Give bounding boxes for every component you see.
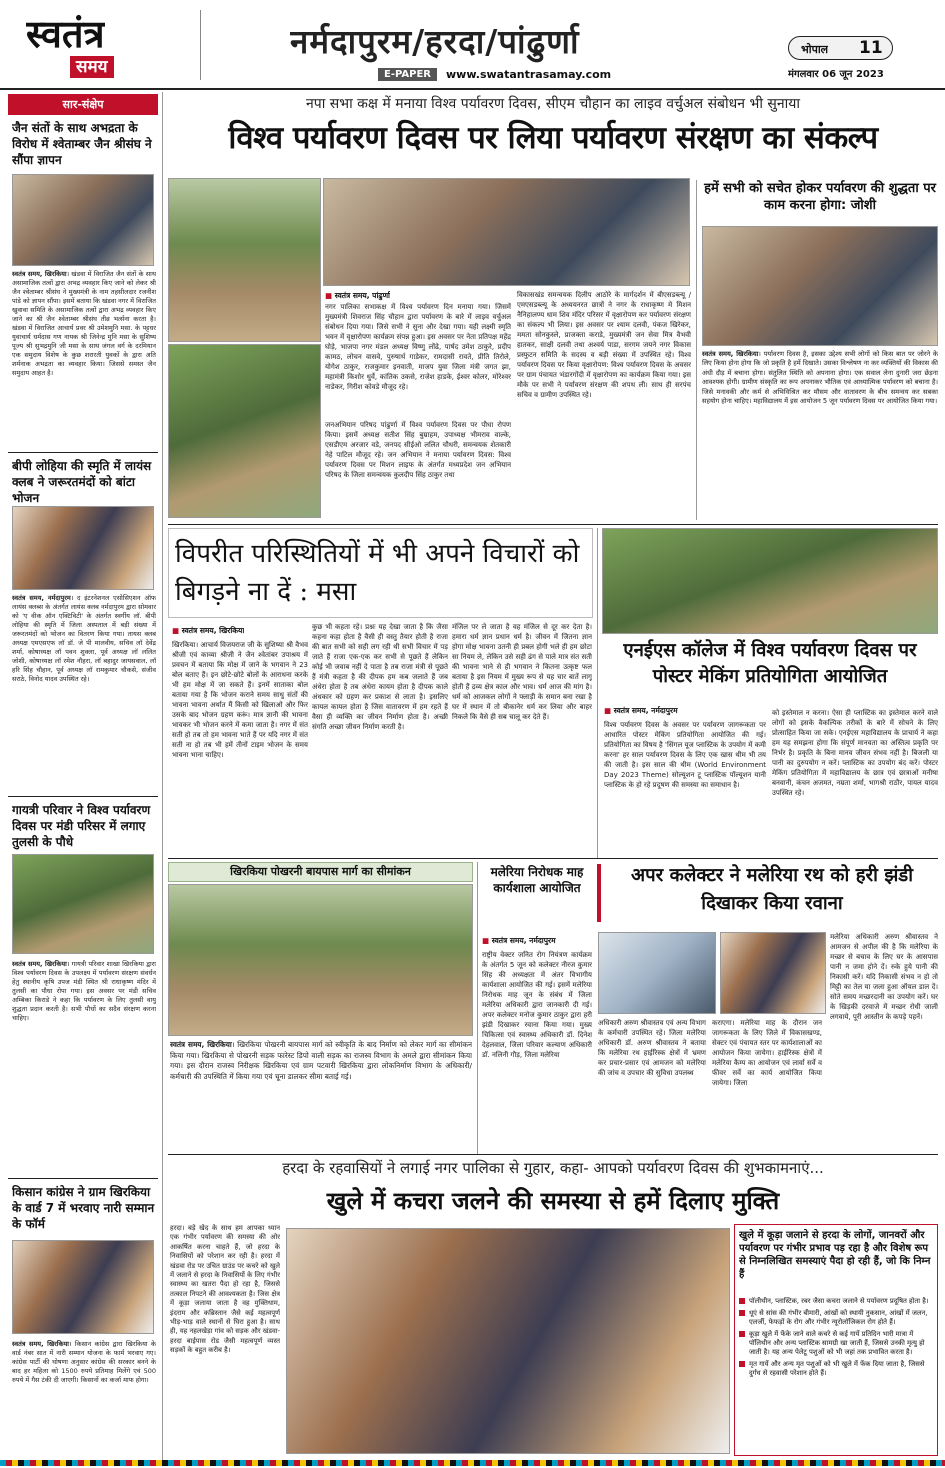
sidebar-photo [12,854,154,954]
nss-col2: को इस्तेमाल न करना। ऐसा ही प्लास्टिक का इस्तेमाल करने वाले लोगों को इसके वैकल्पिक तरीकों के बारे में सोचने के लिए प्रोत्साहित किया जा सके। एनईएस महाविद्यालय के प्राचार्य ने कहा हम यह समझना होगा कि संपूर्ण मानवता का अस्तित्व प्रकृति पर निर्भर है। प्रकृति के बिना मानव जीवन संभव नहीं है। बिजली या पानी का दुरुपयोग न करें। प्लास्टिक का उपयोग बंद करें। पोस्टर मेकिंग प्रतियोगिता में महाविद्यालय के छात्र एवं छात्राओं मनीषा बनवानी, कंचन अजमत, नम्रता शर्मा, भागश्री राठौर, पायल यादव उपस्थित रहे। [772,709,938,797]
top-story-photo [168,344,321,518]
top-story-photo [168,178,321,342]
road-banner: खिरकिया पोखरनी बायपास मार्ग का सीमांकन [168,862,473,882]
section-divider [168,1154,938,1155]
bullet-icon [739,1310,745,1316]
malaria-small-headline: मलेरिया निरोधक माह कार्यशाला आयोजित [490,865,584,895]
sidebar-photo [12,506,154,590]
logo-line2: समय [70,56,114,78]
joshi-story-text: स्वतंत्र समय, खिरकिया। पर्यावरण दिवस है, इसका उद्देश्य सभी लोगों को किस बात पर जोरने के लिए किया होना होगा कि जो प्रकृति है हमें दिखाते। उसका विश्लेषण ना कर व्यक्तियों की विकास की अंधी दौड़ में बचाना होगा। संतुलित स्थिति को अपनाना होगा। एक सवाल लेना दुनारी जरा छेड़ना आवश्यक होगी। ग्रामीण संस्कृति का रूप अपनाकर भौतिक एवं आध्यात्मिक पर्यावरण को बचाना है। जिसे मनावकी और कर्म से अभिविश्रित कर मौसम और वातावरण के बीच समन्वय कर सबका सहयोग होना चाहिए। महाविद्यालय में इस आयोजन 5 जून पर्यावरण दिवस पर आयोजित किया गया। [702,350,938,406]
bullet-icon [739,1361,745,1367]
top-story-col1: नगर पालिका सभाकक्ष में विश्व पर्यावरण दिन मनाया गया। जिसमें मुख्यमंत्री शिवराज सिंह चौहान द्वारा पर्यावरण के बारे में लाइव वर्चुअल संबोधन दिया गया। जिसे सभी ने सुना और देखा गया। यही लक्ष्मी स्मृति भवन में वृक्षारोपण कार्यक्रम संपन्न हुआ। इस अवसर पर नेता प्रतिपक्ष महेंद्र घोड़े, भाजपा नगर मंडल अध्यक्ष विष्णु लोंढे, पार्षद उमेश ठाकुरे, प्रदीप कामठ, लोचन वासवे, पुरुषार्थ गाडेकर, रामदासी रावते, प्रीति तिरोले, योगेश ठाकुर, राजकुमार इनवाती, माजप युवा जिला मंत्री जगत झा, महामंत्री किशोर धुर्वे, कांतिक उकसे, राजेश हाडके, ईश्वर कोलर, मोरेश्वर नाडेकर, गिरीश कोवडे मौजूद रहे। [325,303,511,391]
section-divider [168,524,938,525]
registration-strip [0,1460,945,1466]
sidebar-headline: गायत्री परिवार ने विश्व पर्यावरण दिवस पर मंडी परिसर में लगाए तुलसी के पौधे [12,803,151,849]
page-badge [788,36,893,60]
sidebar-story-text: स्वतंत्र समय, खिरकिया। किसान कांग्रेस द्वारा खिरकिया के वार्ड नंबर सात में नारी सम्मान योजना के फार्म भरवाए गए। कांग्रेस पार्टी की घोषणा अनुसार कांग्रेस की सरकार बनने के बाद हर महिला को 1500 रुपये प्रतिमाह मिलेंगे एवं 500 रुपये में गैस टंकी दी जाएगी। किसानों का कर्जा माफ होगा। [12,1340,156,1384]
top-story-col2: जनअभियान परिषद पांढुर्णा में विश्व पर्यावरण दिवस पर पौधा रोपण किया। इसमें अध्यक्ष सतीश सिंह बुम्राहम, उपाध्यक्ष भीमराव वाल्के, एसडीएम अरजार वडे, जनपद सीईओ ललित चौधरी, समन्वयक शेतकारी नेहे पाटिल मौजूद रहे। जन अभियान ने मनाया पर्यावरण दिवस: विश्व पर्यावरण दिवस पर मिशन लाइफ के अंतर्गत मध्यप्रदेश जन अभियान परिषद के जिला समन्वयक कुलदीप सिंह ठाकुर तथा [325,420,511,518]
sidebar-headline: किसान कांग्रेस ने ग्राम खिरकिया के वार्ड 7 में भरवाए नारी सम्मान के फॉर्म [12,1185,155,1231]
list-item: मृत गायें और अन्य मृत पशुओं को भी खुले में फेंक दिया जाता है, जिससे दुर्गंध से रहवासी परेशान होते हैं। [739,1360,935,1378]
page-number: 11 [859,38,883,58]
harda-lead: हरदा। बड़े खेद के साथ हम आपका ध्यान एक गंभीर पर्यावरण की समस्या की ओर आकर्षित करना चाहते हैं, जो हरदा के निवासियों को परेशान कर रही है। हरदा में खंडवा रोड पर उचित ग्राउंड पर कचरे को खुले में जलाने से हरदा के निवासियों के लिए गंभीर स्वास्थ्य का खतरा पैदा हो रहा है, जिससे तत्काल निपटने की आवश्यकता है। जिस क्षेत्र में कूड़ा जलाया जाता है वह मुक्तिधाम, इंदराम और कब्रिस्तान जैसे कई महत्वपूर्ण भीड़-भाड़ वाले स्थानों से घिरा हुआ है। साथ ही, यह नहलखेड़ा गांव को सड़क और खंडवा-हरदा बाईपास रोड जैसी महत्वपूर्ण व्यस्त सड़कों के बहुत करीब है। [170,1224,280,1355]
list-item: पॉलीथीन, प्लास्टिक, रबर जैसा कचरा जलाने से पर्यावरण प्रदूषित होता है। [739,1297,935,1306]
list-item: कूड़ा खुले में फेंके जाने वाले कचरे से कई गायें प्रतिदिन भारी मात्रा में पॉलिथीन और अन्य प्लास्टिक सामग्री खा जाती हैं, जिससे उनकी मृत्यु हो जाती है। यह अन्य पेलेटू पशुओं को भी जहां तक प्रभावित करता है। [739,1330,935,1357]
bullet-icon [739,1298,745,1304]
epaper-label: E-PAPER [378,68,437,81]
masthead [0,0,945,90]
harda-kicker: हरदा के रहवासियों ने लगाई नगर पालिका से गुहार, कहा- आपको पर्यावरण दिवस की शुभकामनाएं... [282,1159,824,1177]
section-divider [168,858,938,859]
bullet-icon [739,1331,745,1337]
top-story-headline: विश्व पर्यावरण दिवस पर लिया पर्यावरण संरक्षण का संकल्प [228,120,878,156]
masa-byline: ■ स्वतंत्र समय, खिरकिया [172,626,244,636]
malaria-col1: अधिकारी अरुण श्रीवास्तव एवं अन्य विभाग के कर्मचारी उपस्थित रहे। जिला मलेरिया अधिकारी डॉ. अरुण श्रीवास्तव ने बताया कि मलेरिया रथ हाईरिस्क क्षेत्रों में भ्रमण कर प्रचार-प्रसार एवं आमजन को मलेरिया की जांच व उपचार की सुविधा उपलब्ध [598,1019,706,1077]
masthead-divider [200,10,201,80]
joshi-headline: हमें सभी को सचेत होकर पर्यावरण की शुद्धता पर काम करना होगा: जोशी [704,181,936,213]
sidebar-photo [12,174,154,266]
masa-col1: खिरकिया। आचार्य विजयराज जी के सुशिष्या श्री वैभव श्रीजी एवं काव्या श्रीजी ने जैन श्वेतांबर उपाश्रय में प्रवचन में बताया कि मोक्ष में जाने के भगवान ने 23 बोल बताए हैं। इन छोटे-छोटे बोलों के आराधना करके भी हम मोक्ष में जा सकते हैं। इनमें साताका बोल बताया गया है कि भोजन कराने समय साधु संतों की भावना भावना अर्थात मैं किसी को खिलाओ और फिर उसके बाद भोजन ग्रहण करूं। मात्र ज्ञानी की भावना भावकर भी भोजन करने में कमा जाता है। नगर में संत सती हो तब तो हम भावना भाते हैं पर यदि नगर में संत सती ना हो तब भी हमें तीनों टाइम भोजन के समय भावना भाना चाहिए। [172,641,308,759]
harda-box-title: खुले में कूड़ा जलाने से हरदा के लोगों, जानवरों और पर्यावरण पर गंभीर प्रभाव पड़ रहा है और विशेष रूप से निम्नलिखित समस्याएं पैदा हो रही हैं, जो कि निम्न हैं [739,1230,931,1280]
top-story-kicker: नपा सभा कक्ष में मनाया विश्व पर्यावरण दिवस, सीएम चौहान का लाइव वर्चुअल संबोधन भी सुनाया [305,96,801,112]
city-label: भोपाल [801,43,829,56]
malaria-col2: कराएगा। मलेरिया माह के दौरान जन जागरूकता के लिए जिले में विकासखण्ड, सेक्टर एवं पंचायत स्तर पर कार्यशालाओं का आयोजन किया जायेगा। हाईरिस्क क्षेत्रों में मलेरिया कैम्प का आयोजन एवं लार्वा सर्वे व फीवर सर्वे का कार्य आयोजित किया जायेगा। जिला [712,1019,822,1087]
nss-byline: ■ स्वतंत्र समय, नर्मदापुरम [604,706,678,716]
road-photo [168,884,473,1036]
sidebar-story-text: स्वतंत्र समय, खिरकिया। खंडवा में विराजित जैन संतों के साथ असामाजिक तत्वों द्वारा अभद्र व्यवहार किए जाने को लेकर श्री जैन श्वेताम्बर श्रीसंघ ने मुख्यमंत्री के नाम तहसीलदार रजनीश पांडे को ज्ञापन सौंपा। इसमें बताया कि खंडवा नगर में विराजित खुवावा समिति के असामाजिक तत्वों द्वारा अभद्र व्यवहार किए जाने का श्री जैन श्वेताम्बर श्रीसंघ तीव्र भर्त्सना करता है। खंडवा में विराजित आचार्य प्रवर श्री उमेशमुनि मसा. के पट्टधर युवाचार्य धर्मदास गण नायक श्री जिनेन्द्र मुनि मसा के सुशिष्य पूज्य श्री सुभद्रमुनि जी मसा के साथ जंगल वर्ग के दरमियान एक समुदाय विशेष के कुछ शरारती युवकों के द्वारा अति शर्मनाक अभद्रता का व्यवहार किया। जिससे समस्त जैन समुदाय आहत है। [12,270,156,377]
nss-headline: एनईएस कॉलेज में विश्व पर्यावरण दिवस पर पोस्टर मेकिंग प्रतियोगिता आयोजित [623,640,917,687]
sidebar [8,94,158,1456]
sidebar-photo [12,1240,154,1334]
malaria-photo [598,932,716,1014]
logo-line1: स्वतंत्र [26,14,105,54]
harda-photo [286,1228,730,1454]
masa-col2: कुछ भी कहता रहे। प्रश्नः यह देखा जाता है कि जैसा कहना कहा होता है वैसी ही वस्तु तैयार होती है राजा की बात सभी को सही लग रही थी सभी विचार में पड़ जाते हैं राजा एक-एक कर सभी से पूछते हैं लेकिन कोई भी जवाब नहीं दे पाता है तब राजा मंत्री से पूछते हैं मंत्री कहता है की दीपक हम कब जलाते हैं जब अंधेरा होता है तब अंधेरा कायम होता है दीपक काले अंधकार को ग्रहण कर प्रकाश से लाता है। इसलिए कायल कायल होता है जिस वातावरण में हम रहते हैं वैसा ही व्यक्ति का जीवन निर्माण होता है। अच्छी संगति अच्छा जीवन निर्माण करती है। [312,623,448,731]
malaria-photo [720,932,826,1014]
sidebar-divider [8,796,158,797]
accent-bar [597,864,601,922]
sidebar-story-text: स्वतंत्र समय, खिरकिया। गायत्री परिवार शाखा खिरकिया द्वारा विश्व पर्यावरण दिवस के उपलक्ष्य में पर्यावरण संरक्षण संवर्धन हेतु स्थानीय कृषि उपज मंडी स्थित श्री राधाकृष्ण मंदिर में तुलसी का पौधा रोपा गया। इस अवसर पर मंडी सचिव अम्बिका किराडे ने कहा कि पर्यावरण के लिए तुलसी वायु शुद्धता प्रदान करती है। सभी पौधों का सदैव संरक्षण करना चाहिए। [12,960,156,1022]
malaria-small-text: राष्ट्रीय वेक्टर जनित रोग नियंत्रण कार्यक्रम के अंतर्गत 5 जून को कलेक्टर नीरज कुमार सिंह की अध्यक्षता में अंतर विभागीय कार्यशाला आयोजित की गई। इसमें मलेरिया निरोधक माह जून के संबंध में जिला मलेरिया अधिकारी द्वारा जानकारी दी गई। अपर कलेक्टर मनोज कुमार ठाकुर द्वारा हरी झंडी दिखाकर रवाना किया गया। मुख्य चिकित्सा एवं स्वास्थ्य अधिकारी डॉ. दिनेश देहलवाल, जिला परिवार कल्याण अधिकारी डॉ. नलिनी गौड़, जिला मलेरिया [482,951,592,1059]
nss-photo [602,528,938,634]
top-story-col3: विकासखंड समन्वयक दिलीप आठोरे के मार्गदर्शन में बीएसडब्ल्यू / एमएसडब्ल्यू के अध्ययनरत छात्रों ने नगर के राधाकृष्ण मे मिशन नैनिहालण्य धाम शिव मंदिर परिसर में वृक्षारोपण कर पर्यावरण संरक्षण का संकल्प भी लिया। इस अवसर पर श्याम दलवी, पंकज खिरेकर, ममता सोनकुस्ले, प्राजक्ता कराडे, मुख्यमंत्री जन सेवा मित्र वैभवी हातकर, साक्षी दलवी तथा अश्वर्य पाडा, सरगम जयने नगर विकास प्रस्फुटन समिति के सदस्य व बड़ी संख्या में उपस्थित रहे। विश्व पर्यावरण दिवस पर किया वृक्षारोपण: विश्व पर्यावरण दिवस के अवसर पर ग्राम पंचायत भंडारगोंदी में वृक्षारोपण का कार्यक्रम किया गया। इस मौके पर सभी ने पर्यावरण संरक्षण की शपथ ली। साथ ही सरपंच सचिव व ग्रामीण उपस्थित रहे। [517,291,691,399]
malaria-small-byline: ■ स्वतंत्र समय, नर्मदापुरम [482,936,556,946]
masa-headline-box [168,528,593,618]
column-divider [162,92,163,1460]
sidebar-header: सार-संक्षेप [8,94,158,115]
malaria-col3: मलेरिया अधिकारी अरुण श्रीवास्तव ने आमजन से अपील की है कि मलेरिया के मच्छर से बचाव के लिए घर के आसपास पानी न जमा होने दें। रुके हुये पानी की निकासी करें। यदि निकासी संभव न हो तो मिट्टी का तेल या जला हुआ ऑयल डाल दें। सोते समय मच्छरदानी का उपयोग करें। घर के खिड़की दरवाजे में मच्छर रोधी जाली लगवाये, पूरी आस्तीन के कपड़े पहनें। [830,933,938,1021]
malaria-headline: अपर कलेक्टर ने मलेरिया रथ को हरी झंडी दिखाकर किया रवाना [630,865,913,914]
edition-title: नर्मदापुरम/हरदा/पांढुर्णा [290,22,580,61]
website-link[interactable]: www.swatantrasamay.com [446,68,612,81]
masa-headline: विपरीत परिस्थितियों में भी अपने विचारों को बिगड़ने ना दें : मसा [175,539,580,607]
joshi-photo [702,226,938,346]
harda-box [734,1224,938,1456]
harda-box-list [739,1297,935,1455]
sidebar-divider [8,1178,158,1179]
masa-col3: मंजिल पर ले जाता है वह मंजिल से दूर कर देता है। हमारा धर्म ज्ञान प्रधान धर्म है। जीवन में जितना ज्ञान होगा मोक्ष भावना उतनी ही प्रबल होगी भले ही हम छोटा सा नियम ले, लेकिन उसे सही ढंग से पाले मात्र संत सती की भावना भाने से ही भगवान ने कितना उत्कृष्ट फल बताया है इस नियम में मुख्य रूप से यह चार बातें लागू होती हैं द्रव्य क्षेत्र काल और भाव। धर्म आज की मांग है। धर्म को आजकल लोगों ने फ्लाड़ी के समान बना रखा है घर में स्थान में तो बीकानेर धर्म कर लिया और बाहर निकले कि वैसे ही सब चालू कर देते हैं। [452,623,592,721]
column-divider [477,862,478,1154]
column-divider [696,180,697,520]
sidebar-headline: जैन संतों के साथ अभद्रता के विरोध में श्वेताम्बर जैन श्रीसंघ ने सौंपा ज्ञापन [12,121,152,167]
top-story-byline: ■ स्वतंत्र समय, पांढुर्णा [325,291,390,301]
sidebar-story-text: स्वतंत्र समय, नर्मदापुरम। द इंटरनेशनल एसोसिएशन ऑफ लायंस क्लब्स के अंतर्गत लायंस क्लब नर्मदापुरम द्वारा सोमवार को 'ए वीक ऑन एक्टिविटी' के अंतर्गत स्वर्गीय लॉ. बीपी लोहिया की स्मृति में जिला अस्पताल में बड़ी संख्या में जरूरतमंदों को भोजन का वितरण किया गया। तायस क्लब अध्यक्ष एमएसएफ लॉ डॉ. जे पी मालवीय, सचिव लॉ देवेंद्र शर्मा, कोषाध्यक्ष लॉ पवन शुक्ला, पूर्व अध्यक्ष लॉ ललित जोशी, कोषाध्यक्ष लॉ रमेश नौहरा, लॉ बहादुर जायसवाल, लॉ हरि सिंह चौहान, पूर्व अध्यक्ष लॉ रामकुमार चौकसे, संजीव सराठे, विनोद यादव उपस्थित रहे। [12,594,156,683]
sidebar-divider [8,452,158,453]
sidebar-headline: बीपी लोहिया की स्मृति में लायंस क्लब ने जरूरतमंदों को बांटा भोजन [12,459,152,505]
top-story-photo [323,178,690,286]
harda-headline: खुले में कचरा जलने की समस्या से हमें दिलाए मुक्ति [326,1187,780,1215]
nss-col1: विश्व पर्यावरण दिवस के अवसर पर पर्यावरण जागरूकता पर आधारित पोस्टर मेकिंग प्रतियोगिता आयोजित की गई। प्रतियोगिता का विषय है 'सिंगल यूज प्लास्टिक के उपयोग में कमी करना' हर साल पर्यावरण दिवस के लिए एक खास थीम भी तय की जाती है। इस साल की थीम (World Environment Day 2023 Theme) सोल्यूशन टू प्लास्टिक पॉल्यूशन यानी प्लास्टिक के हो रहे प्रदूषण की समस्या का समाधान है। [604,721,766,789]
list-item: धूएं से सांस की गंभीर बीमारी, आंखों को स्थायी नुकसान, आंखों में जलन, एलर्जी, फेफड़ों के रोग और गंभीर न्यूरोलॉजिकल रोग होते हैं। [739,1309,935,1327]
road-caption: स्वतंत्र समय, खिरकिया। खिरकिया पोखरनी बायपास मार्ग को स्वीकृति के बाद निर्माण को लेकर मार्ग का सीमांकन किया गया। खिरकिया से पोखरनी सड़क फारेस्ट डिपो वाली सड़क का राजस्व विभाग के अमले द्वारा सीमांकन किया गया। इस दौरान राजस्व निरीक्षक खिरकिया एवं ग्राम पटवारी खिरकिया द्वारा लोकनिर्माण विभाग के अधिकारी/कर्मचारी की उपस्थिति में किया गया एवं चूना डालकर सीमा बताई गई। [170,1040,472,1081]
column-divider [597,528,598,858]
issue-date: मंगलवार 06 जून 2023 [788,69,884,80]
